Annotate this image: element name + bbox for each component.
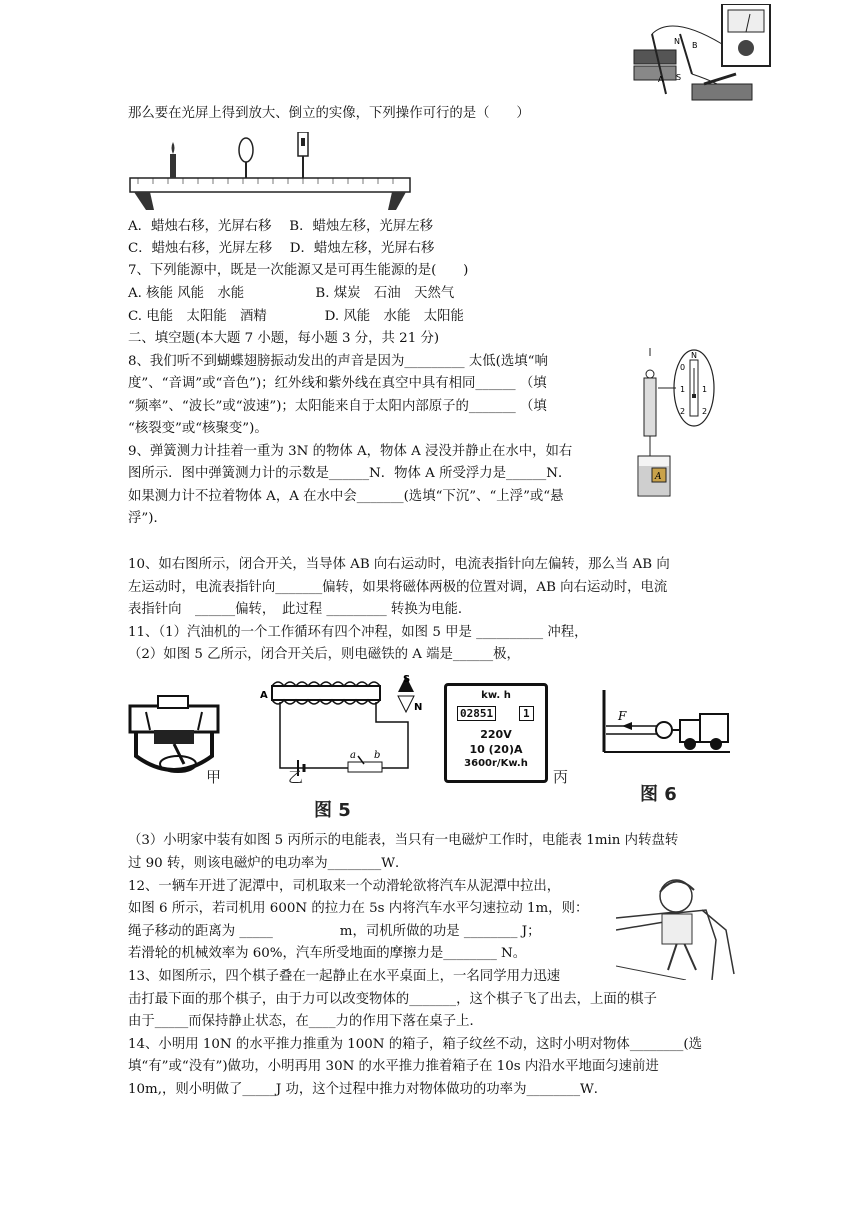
q13-line-3: 由于_____而保持静止状态，在____力的作用下落在桌子上． [128, 1014, 483, 1029]
q6-option-ab: A．蜡烛右移，光屏右移 B．蜡烛左移，光屏左移 [128, 219, 433, 234]
fig6-car-pull [602, 690, 732, 758]
q9-line-3: 如果测力计不拉着物体 A，A 在水中会_______(选填“下沉”、“上浮”或“悬 [128, 489, 564, 504]
q7-option-cd: C. 电能 太阳能 酒精 D. 风能 水能 太阳能 [128, 309, 464, 324]
fig5-yi-label: 乙 [288, 768, 304, 786]
q10-line-3: 表指针向 ______偏转， 此过程 _________ 转换为电能． [128, 602, 472, 617]
q8-line-3: “频率”、“波长”或“波速”)；太阳能来自于太阳内部原子的_______ （填 [128, 399, 547, 414]
meter-digits: 02851 [457, 706, 496, 721]
fig9-tick-1-left: 1 [680, 385, 686, 394]
q9-line-1: 9、弹簧测力计挂着一重为 3N 的物体 A，物体 A 浸没并静止在水中，如右 [128, 444, 573, 459]
meter-unit: kw. h [481, 690, 511, 701]
meter-voltage: 220V [480, 728, 512, 741]
q13-line-2: 击打最下面的那个棋子，由于力可以改变物体的_______，这个棋子飞了出去，上面的棋子 [128, 992, 657, 1007]
meter-last-digit: 1 [519, 706, 534, 721]
fig5-yi-n-pole: N [414, 702, 423, 713]
fig5-yi-circuit [258, 672, 428, 782]
fig-label-b: B [692, 41, 698, 50]
fig5-yi-a-end: A [260, 690, 268, 701]
fig9-tick-0: 0 [680, 363, 686, 372]
q8-line-2: 度”、“音调”或“音色”)；红外线和紫外线在真空中具有相同______ （填 [128, 376, 547, 391]
q7-option-ab: A. 核能 风能 水能 B. 煤炭 石油 天然气 [128, 286, 455, 301]
fig5-caption: 图 5 [314, 800, 351, 821]
fig9-obj-label: A [655, 472, 662, 482]
q11-line-4: 过 90 转，则该电磁炉的电功率为________W． [128, 856, 409, 871]
q11-line-2: （2）如图 5 乙所示，闭合开关后，则电磁铁的 A 端是______极， [128, 647, 520, 662]
fig5-jia-label: 甲 [206, 768, 222, 786]
q9-line-4: 浮”)． [128, 511, 167, 526]
fig5-yi-s-pole: S [403, 674, 411, 685]
fig9-tick-2-right: 2 [702, 407, 708, 416]
q14-line-1: 14、小明用 10N 的水平推力推重为 100N 的箱子，箱子纹丝不动，这时小明对物体________(选 [128, 1037, 702, 1052]
fig5-bing-label: 丙 [553, 768, 569, 786]
q10-line-2: 左运动时，电流表指针向_______偏转，如果将磁体两极的位置对调，AB 向右运动时，电流 [128, 580, 668, 595]
fig-label-s: S [676, 73, 682, 82]
q12-line-2: 如图 6 所示，若司机用 600N 的拉力在 5s 内将汽车水平匀速拉动 1m，则： [128, 901, 589, 916]
fig5-yi-res-b: b [374, 750, 381, 761]
q13-line-1: 13、如图所示，四个棋子叠在一起静止在水平桌面上，一名同学用力迅速 [128, 969, 561, 984]
fig9-tick-1-right: 1 [702, 385, 708, 394]
fig5-bing-meter [444, 683, 548, 783]
q8-line-4: “核裂变”或“核聚变”)。 [128, 421, 268, 436]
optical-bench-figure [128, 132, 413, 212]
fig5-yi-res-a: a [350, 750, 356, 761]
spring-scale-figure [632, 348, 720, 498]
fig-label-a: A [658, 75, 664, 84]
q12-line-4: 若滑轮的机械效率为 60%，汽车所受地面的摩擦力是________ N。 [128, 946, 527, 961]
fig6-force-label: F [618, 709, 627, 723]
q14-line-3: 10m,，则小明做了_____J 功，这个过程中推力对物体做功的功率为________W． [128, 1082, 608, 1097]
fig-label-n: N [674, 37, 680, 46]
induction-apparatus-figure [632, 4, 792, 104]
q12-driver-illustration [616, 870, 740, 980]
q8-line-1: 8、我们听不到蝴蝶翅膀振动发出的声音是因为_________ 太低(选填“响 [128, 354, 548, 369]
q12-line-3: 绳子移动的距离为 _____ m，司机所做的功是 ________ J； [128, 924, 541, 939]
q6-stem: 那么要在光屏上得到放大、倒立的实像，下列操作可行的是（ ） [128, 106, 530, 121]
q11-line-3: （3）小明家中装有如图 5 丙所示的电能表，当只有一电磁炉工作时，电能表 1min 内转盘转 [128, 833, 679, 848]
q6-option-cd: C．蜡烛右移，光屏左移 D．蜡烛左移，光屏右移 [128, 241, 435, 256]
q10-line-1: 10、如右图所示，闭合开关，当导体 AB 向右运动时，电流表指针向左偏转，那么当 AB 向 [128, 557, 670, 572]
fig9-tick-2-left: 2 [680, 407, 686, 416]
fig9-n-label: N [691, 351, 697, 360]
q14-line-2: 填“有”或“没有”)做功，小明再用 30N 的水平推力推着箱子在 10s 内沿水平地面匀速前进 [128, 1059, 659, 1074]
q12-line-1: 12、一辆车开进了泥潭中，司机取来一个动滑轮欲将汽车从泥潭中拉出， [128, 879, 561, 894]
meter-current: 10 (20)A [469, 743, 523, 756]
section-2-heading: 二、填空题(本大题 7 小题，每小题 3 分，共 21 分) [128, 331, 440, 346]
q11-line-1: 11、（1）汽油机的一个工作循环有四个冲程，如图 5 甲是 __________ 冲程， [128, 625, 588, 640]
q7-stem: 7、下列能源中，既是一次能源又是可再生能源的是( ) [128, 263, 469, 278]
fig6-caption: 图 6 [640, 784, 677, 805]
q9-line-2: 图所示．图中弹簧测力计的示数是______N．物体 A 所受浮力是______N． [128, 466, 572, 481]
meter-rev-constant: 3600r/Kw.h [464, 758, 528, 769]
